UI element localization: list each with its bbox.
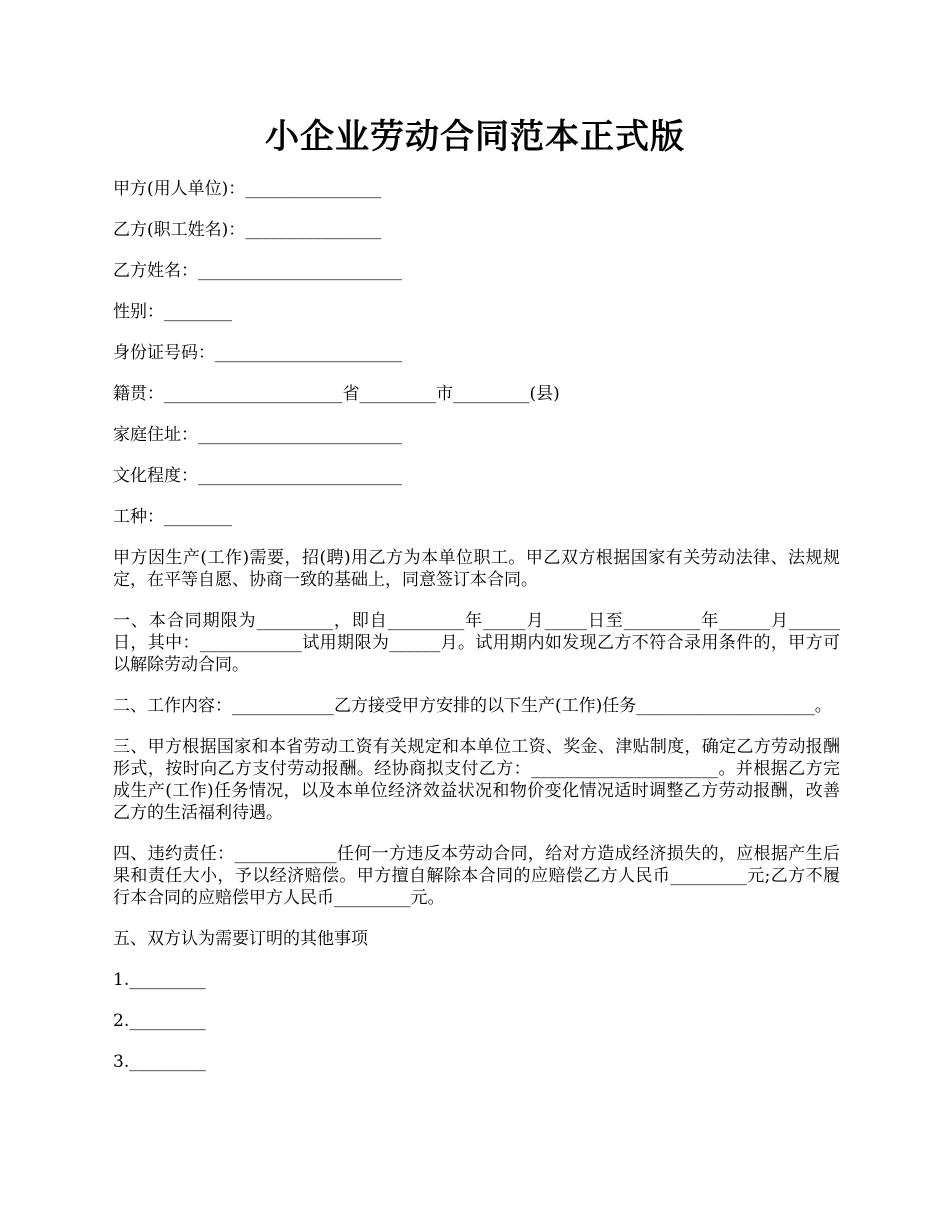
- paragraph-other-matters: 五、双方认为需要订明的其他事项: [113, 929, 368, 949]
- paragraph-work-content: 二、工作内容：____________乙方接受甲方安排的以下生产(工作)任务_____________________。: [113, 696, 832, 716]
- field-employee-name: 乙方姓名：________________________: [113, 261, 402, 281]
- field-education: 文化程度：________________________: [113, 466, 402, 486]
- list-item: 3._________: [113, 1052, 206, 1072]
- document-title: 小企业劳动合同范本正式版: [265, 117, 685, 157]
- field-employer: 甲方(用人单位)：________________: [113, 179, 382, 199]
- paragraph-contract-term: 一、本合同期限为_________，即自_________年_____月_____日至_________年______月______日，其中：____________试用期限为______月。试用期内如发现乙方不符合录用条件的，甲方可以解除劳动合同。: [113, 611, 840, 675]
- paragraph-remuneration: 三、甲方根据国家和本省劳动工资有关规定和本单位工资、奖金、津贴制度，确定乙方劳动报酬形式，按时向乙方支付劳动报酬。经协商拟支付乙方：______________________。并根据乙方完成生产(工作)任务情况，以及本单位经济效益状况和物价变化情况适时调整乙方劳动报酬，改善乙方的生活福利待遇。: [113, 737, 840, 823]
- list-item: 2._________: [113, 1011, 206, 1031]
- field-id-number: 身份证号码：______________________: [113, 343, 402, 363]
- field-employee: 乙方(职工姓名)：________________: [113, 220, 382, 240]
- document-body: [113, 178, 840, 1092]
- field-job-type: 工种：________: [113, 507, 232, 527]
- paragraph-liability: 四、违约责任：____________任何一方违反本劳动合同，给对方造成经济损失的，应根据产生后果和责任大小，予以经济赔偿。甲方擅自解除本合同的应赔偿乙方人民币_________元;乙方不履行本合同的应赔偿甲方人民币_________元。: [113, 844, 840, 908]
- field-gender: 性别：________: [113, 302, 232, 322]
- list-item: 1._________: [113, 970, 206, 990]
- paragraph-intro: 甲方因生产(工作)需要，招(聘)用乙方为本单位职工。甲乙双方根据国家有关劳动法律、法规规定，在平等自愿、协商一致的基础上，同意签订本合同。: [113, 548, 840, 590]
- field-home-address: 家庭住址：________________________: [113, 425, 402, 445]
- field-native-place: 籍贯：_____________________省_________市_________(县): [113, 384, 560, 404]
